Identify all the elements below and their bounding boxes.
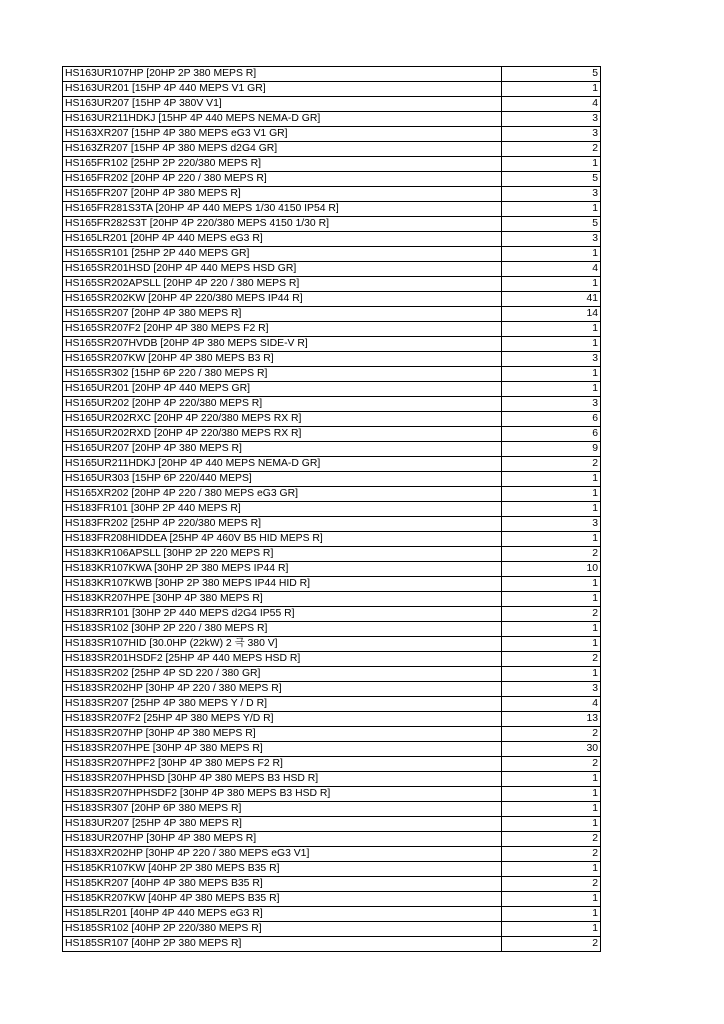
quantity-cell: 1 <box>502 532 601 547</box>
product-description-cell: HS165UR211HDKJ [20HP 4P 440 MEPS NEMA-D GR] <box>63 457 502 472</box>
quantity-cell: 3 <box>502 352 601 367</box>
product-description-cell: HS183SR307 [20HP 6P 380 MEPS R] <box>63 802 502 817</box>
product-description-cell: HS183SR102 [30HP 2P 220 / 380 MEPS R] <box>63 622 502 637</box>
product-description-cell: HS183FR208HIDDEA [25HP 4P 460V B5 HID MEPS R] <box>63 532 502 547</box>
quantity-cell: 2 <box>502 727 601 742</box>
table-row <box>63 247 601 262</box>
product-description-cell: HS185LR201 [40HP 4P 440 MEPS eG3 R] <box>63 907 502 922</box>
product-description-cell: HS165UR207 [20HP 4P 380 MEPS R] <box>63 442 502 457</box>
table-row <box>63 397 601 412</box>
table-row <box>63 667 601 682</box>
quantity-cell: 6 <box>502 412 601 427</box>
quantity-cell: 1 <box>502 472 601 487</box>
table-row <box>63 652 601 667</box>
quantity-cell: 2 <box>502 142 601 157</box>
quantity-cell: 1 <box>502 367 601 382</box>
product-description-cell: HS165FR207 [20HP 4P 380 MEPS R] <box>63 187 502 202</box>
table-row <box>63 772 601 787</box>
table-row <box>63 637 601 652</box>
table-row <box>63 142 601 157</box>
table-row <box>63 277 601 292</box>
quantity-cell: 5 <box>502 172 601 187</box>
product-description-cell: HS165FR282S3T [20HP 4P 220/380 MEPS 4150 1/30 R] <box>63 217 502 232</box>
product-description-cell: HS165SR302 [15HP 6P 220 / 380 MEPS R] <box>63 367 502 382</box>
table-row <box>63 517 601 532</box>
product-description-cell: HS183SR207HP [30HP 4P 380 MEPS R] <box>63 727 502 742</box>
table-row <box>63 427 601 442</box>
product-description-cell: HS183SR207 [25HP 4P 380 MEPS Y / D R] <box>63 697 502 712</box>
product-description-cell: HS183XR202HP [30HP 4P 220 / 380 MEPS eG3 V1] <box>63 847 502 862</box>
product-description-cell: HS183FR202 [25HP 4P 220/380 MEPS R] <box>63 517 502 532</box>
product-description-cell: HS165FR102 [25HP 2P 220/380 MEPS R] <box>63 157 502 172</box>
product-description-cell: HS183SR107HID [30.0HP (22kW) 2 극 380 V] <box>63 637 502 652</box>
product-description-cell: HS183SR202HP [30HP 4P 220 / 380 MEPS R] <box>63 682 502 697</box>
table-row <box>63 187 601 202</box>
quantity-cell: 1 <box>502 82 601 97</box>
product-description-cell: HS185SR102 [40HP 2P 220/380 MEPS R] <box>63 922 502 937</box>
quantity-cell: 3 <box>502 397 601 412</box>
product-description-cell: HS183SR207HPHSD [30HP 4P 380 MEPS B3 HSD R] <box>63 772 502 787</box>
table-row <box>63 457 601 472</box>
quantity-cell: 3 <box>502 232 601 247</box>
table-row <box>63 577 601 592</box>
product-description-cell: HS165LR201 [20HP 4P 440 MEPS eG3 R] <box>63 232 502 247</box>
quantity-cell: 1 <box>502 802 601 817</box>
inventory-table-body <box>63 67 601 952</box>
table-row <box>63 727 601 742</box>
product-description-cell: HS163UR107HP [20HP 2P 380 MEPS R] <box>63 67 502 82</box>
table-row <box>63 382 601 397</box>
table-row <box>63 562 601 577</box>
quantity-cell: 3 <box>502 127 601 142</box>
quantity-cell: 1 <box>502 637 601 652</box>
table-row <box>63 697 601 712</box>
quantity-cell: 1 <box>502 817 601 832</box>
quantity-cell: 5 <box>502 217 601 232</box>
table-row <box>63 532 601 547</box>
product-description-cell: HS163UR201 [15HP 4P 440 MEPS V1 GR] <box>63 82 502 97</box>
table-row <box>63 97 601 112</box>
quantity-cell: 1 <box>502 772 601 787</box>
quantity-cell: 2 <box>502 832 601 847</box>
table-row <box>63 472 601 487</box>
table-row <box>63 412 601 427</box>
quantity-cell: 1 <box>502 592 601 607</box>
quantity-cell: 13 <box>502 712 601 727</box>
quantity-cell: 5 <box>502 67 601 82</box>
table-row <box>63 847 601 862</box>
quantity-cell: 1 <box>502 382 601 397</box>
product-description-cell: HS165SR207 [20HP 4P 380 MEPS R] <box>63 307 502 322</box>
table-row <box>63 127 601 142</box>
table-row <box>63 817 601 832</box>
table-row <box>63 322 601 337</box>
table-row <box>63 67 601 82</box>
table-row <box>63 787 601 802</box>
inventory-table <box>62 66 601 952</box>
table-row <box>63 442 601 457</box>
table-row <box>63 202 601 217</box>
quantity-cell: 4 <box>502 697 601 712</box>
table-row <box>63 892 601 907</box>
table-row <box>63 292 601 307</box>
quantity-cell: 2 <box>502 652 601 667</box>
product-description-cell: HS165XR202 [20HP 4P 220 / 380 MEPS eG3 GR] <box>63 487 502 502</box>
product-description-cell: HS183KR106APSLL [30HP 2P 220 MEPS R] <box>63 547 502 562</box>
table-row <box>63 502 601 517</box>
quantity-cell: 9 <box>502 442 601 457</box>
product-description-cell: HS185KR207 [40HP 4P 380 MEPS B35 R] <box>63 877 502 892</box>
quantity-cell: 1 <box>502 667 601 682</box>
quantity-cell: 2 <box>502 937 601 952</box>
table-row <box>63 607 601 622</box>
table-row <box>63 832 601 847</box>
quantity-cell: 3 <box>502 517 601 532</box>
quantity-cell: 10 <box>502 562 601 577</box>
product-description-cell: HS165SR201HSD [20HP 4P 440 MEPS HSD GR] <box>63 262 502 277</box>
quantity-cell: 1 <box>502 892 601 907</box>
table-row <box>63 82 601 97</box>
product-description-cell: HS183SR207F2 [25HP 4P 380 MEPS Y/D R] <box>63 712 502 727</box>
table-row <box>63 622 601 637</box>
table-row <box>63 802 601 817</box>
quantity-cell: 1 <box>502 277 601 292</box>
table-row <box>63 487 601 502</box>
quantity-cell: 14 <box>502 307 601 322</box>
product-description-cell: HS163XR207 [15HP 4P 380 MEPS eG3 V1 GR] <box>63 127 502 142</box>
product-description-cell: HS165SR207HVDB [20HP 4P 380 MEPS SIDE-V R] <box>63 337 502 352</box>
quantity-cell: 1 <box>502 907 601 922</box>
product-description-cell: HS185SR107 [40HP 2P 380 MEPS R] <box>63 937 502 952</box>
quantity-cell: 1 <box>502 622 601 637</box>
table-row <box>63 937 601 952</box>
table-row <box>63 592 601 607</box>
quantity-cell: 6 <box>502 427 601 442</box>
table-row <box>63 367 601 382</box>
product-description-cell: HS165SR202KW [20HP 4P 220/380 MEPS IP44 R] <box>63 292 502 307</box>
quantity-cell: 4 <box>502 262 601 277</box>
product-description-cell: HS183KR207HPE [30HP 4P 380 MEPS R] <box>63 592 502 607</box>
product-description-cell: HS165UR303 [15HP 6P 220/440 MEPS] <box>63 472 502 487</box>
product-description-cell: HS165UR201 [20HP 4P 440 MEPS GR] <box>63 382 502 397</box>
table-row <box>63 217 601 232</box>
product-description-cell: HS163UR211HDKJ [15HP 4P 440 MEPS NEMA-D GR] <box>63 112 502 127</box>
quantity-cell: 3 <box>502 187 601 202</box>
table-row <box>63 232 601 247</box>
quantity-cell: 1 <box>502 157 601 172</box>
table-row <box>63 922 601 937</box>
quantity-cell: 2 <box>502 757 601 772</box>
table-row <box>63 262 601 277</box>
quantity-cell: 1 <box>502 202 601 217</box>
table-row <box>63 337 601 352</box>
product-description-cell: HS183UR207HP [30HP 4P 380 MEPS R] <box>63 832 502 847</box>
product-description-cell: HS165UR202 [20HP 4P 220/380 MEPS R] <box>63 397 502 412</box>
product-description-cell: HS165SR101 [25HP 2P 440 MEPS GR] <box>63 247 502 262</box>
quantity-cell: 2 <box>502 457 601 472</box>
product-description-cell: HS165UR202RXC [20HP 4P 220/380 MEPS RX R] <box>63 412 502 427</box>
quantity-cell: 1 <box>502 247 601 262</box>
product-description-cell: HS183SR207HPHSDF2 [30HP 4P 380 MEPS B3 HSD R] <box>63 787 502 802</box>
product-description-cell: HS185KR107KW [40HP 2P 380 MEPS B35 R] <box>63 862 502 877</box>
product-description-cell: HS183SR201HSDF2 [25HP 4P 440 MEPS HSD R] <box>63 652 502 667</box>
quantity-cell: 3 <box>502 682 601 697</box>
quantity-cell: 1 <box>502 862 601 877</box>
product-description-cell: HS185KR207KW [40HP 4P 380 MEPS B35 R] <box>63 892 502 907</box>
table-row <box>63 307 601 322</box>
quantity-cell: 30 <box>502 742 601 757</box>
quantity-cell: 2 <box>502 547 601 562</box>
product-description-cell: HS163UR207 [15HP 4P 380V V1] <box>63 97 502 112</box>
table-row <box>63 157 601 172</box>
quantity-cell: 4 <box>502 97 601 112</box>
table-row <box>63 172 601 187</box>
quantity-cell: 1 <box>502 577 601 592</box>
quantity-cell: 1 <box>502 322 601 337</box>
product-description-cell: HS183SR202 [25HP 4P SD 220 / 380 GR] <box>63 667 502 682</box>
product-description-cell: HS165SR207F2 [20HP 4P 380 MEPS F2 R] <box>63 322 502 337</box>
product-description-cell: HS183SR207HPE [30HP 4P 380 MEPS R] <box>63 742 502 757</box>
quantity-cell: 2 <box>502 607 601 622</box>
quantity-cell: 2 <box>502 847 601 862</box>
quantity-cell: 41 <box>502 292 601 307</box>
product-description-cell: HS183RR101 [30HP 2P 440 MEPS d2G4 IP55 R] <box>63 607 502 622</box>
product-description-cell: HS183UR207 [25HP 4P 380 MEPS R] <box>63 817 502 832</box>
table-row <box>63 907 601 922</box>
product-description-cell: HS183KR107KWA [30HP 2P 380 MEPS IP44 R] <box>63 562 502 577</box>
product-description-cell: HS165UR202RXD [20HP 4P 220/380 MEPS RX R] <box>63 427 502 442</box>
table-row <box>63 112 601 127</box>
product-description-cell: HS165FR202 [20HP 4P 220 / 380 MEPS R] <box>63 172 502 187</box>
product-description-cell: HS165SR202APSLL [20HP 4P 220 / 380 MEPS R] <box>63 277 502 292</box>
product-description-cell: HS165SR207KW [20HP 4P 380 MEPS B3 R] <box>63 352 502 367</box>
quantity-cell: 3 <box>502 112 601 127</box>
quantity-cell: 1 <box>502 787 601 802</box>
table-row <box>63 352 601 367</box>
quantity-cell: 2 <box>502 877 601 892</box>
table-row <box>63 682 601 697</box>
quantity-cell: 1 <box>502 922 601 937</box>
quantity-cell: 1 <box>502 502 601 517</box>
product-description-cell: HS165FR281S3TA [20HP 4P 440 MEPS 1/30 4150 IP54 R] <box>63 202 502 217</box>
table-row <box>63 757 601 772</box>
quantity-cell: 1 <box>502 487 601 502</box>
table-row <box>63 547 601 562</box>
product-description-cell: HS183SR207HPF2 [30HP 4P 380 MEPS F2 R] <box>63 757 502 772</box>
product-description-cell: HS183FR101 [30HP 2P 440 MEPS R] <box>63 502 502 517</box>
product-description-cell: HS183KR107KWB [30HP 2P 380 MEPS IP44 HID R] <box>63 577 502 592</box>
table-row <box>63 742 601 757</box>
quantity-cell: 1 <box>502 337 601 352</box>
table-row <box>63 862 601 877</box>
product-description-cell: HS163ZR207 [15HP 4P 380 MEPS d2G4 GR] <box>63 142 502 157</box>
table-row <box>63 712 601 727</box>
table-row <box>63 877 601 892</box>
